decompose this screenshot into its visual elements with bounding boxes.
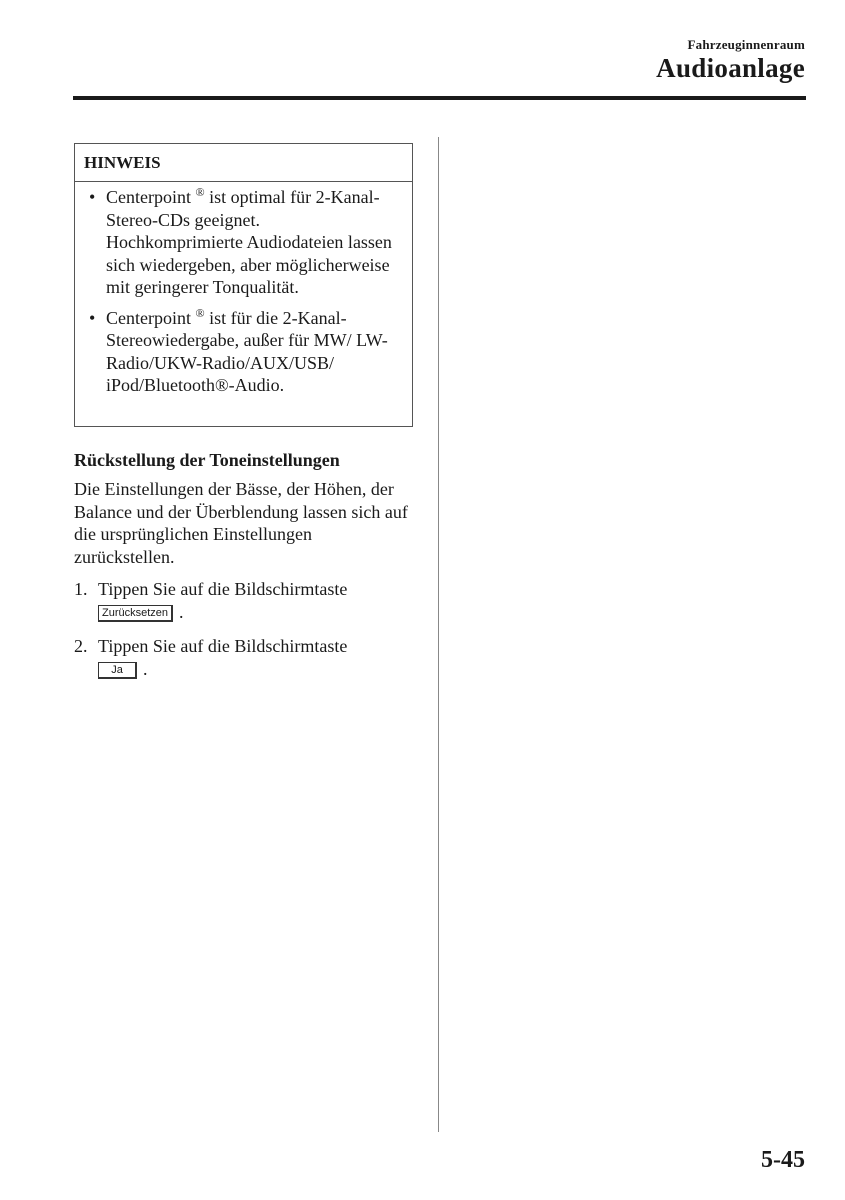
note-item-text-rest: ist für die 2-Kanal-Stereowiedergabe, außer für MW/ LW-Radio/UKW-Radio/AUX/USB/ iPod/Bluetooth®-Audio. <box>106 307 388 395</box>
note-item <box>89 307 398 397</box>
step-end: . <box>143 658 148 679</box>
reset-key-label: Zurücksetzen <box>98 605 173 622</box>
header-rule <box>73 96 806 100</box>
bullet-icon: • <box>89 307 96 328</box>
registered-mark: ® <box>195 305 205 320</box>
note-item-text-start: Centerpoint <box>106 307 196 328</box>
step-text: Tippen Sie auf die Bildschirmtaste <box>98 636 348 656</box>
column-divider <box>438 137 439 1132</box>
note-item-text-start: Centerpoint <box>106 187 196 207</box>
note-item <box>89 186 398 299</box>
section-heading: Rückstellung der Toneinstellungen <box>74 450 340 470</box>
step-end: . <box>179 601 184 622</box>
page-title: Audioanlage <box>656 53 805 83</box>
yes-key-label: Ja <box>98 662 137 679</box>
step-1 <box>74 578 414 625</box>
section-body: Die Einstellungen der Bässe, der Höhen, der Balance und der Überblendung lassen sich auf die ursprünglichen Einstellungen zurückstellen. <box>74 479 408 567</box>
note-list <box>75 182 412 397</box>
step-2 <box>74 635 414 682</box>
registered-mark: ® <box>195 185 205 199</box>
note-item-text-rest: ist optimal für 2-Kanal-Stereo-CDs geeignet. Hochkomprimierte Audiodateien lassen sich wiedergeben, aber möglicherweise mit geringerer Tonqualität. <box>106 187 392 297</box>
page-number: 5-45 <box>761 1147 805 1173</box>
step-number: 1. <box>74 579 88 599</box>
step-number: 2. <box>74 636 88 656</box>
section-label: Fahrzeuginnenraum <box>687 37 805 52</box>
bullet-icon: • <box>89 187 96 207</box>
note-heading: HINWEIS <box>75 144 412 182</box>
step-text: Tippen Sie auf die Bildschirmtaste <box>98 579 348 599</box>
note-box <box>74 143 413 427</box>
